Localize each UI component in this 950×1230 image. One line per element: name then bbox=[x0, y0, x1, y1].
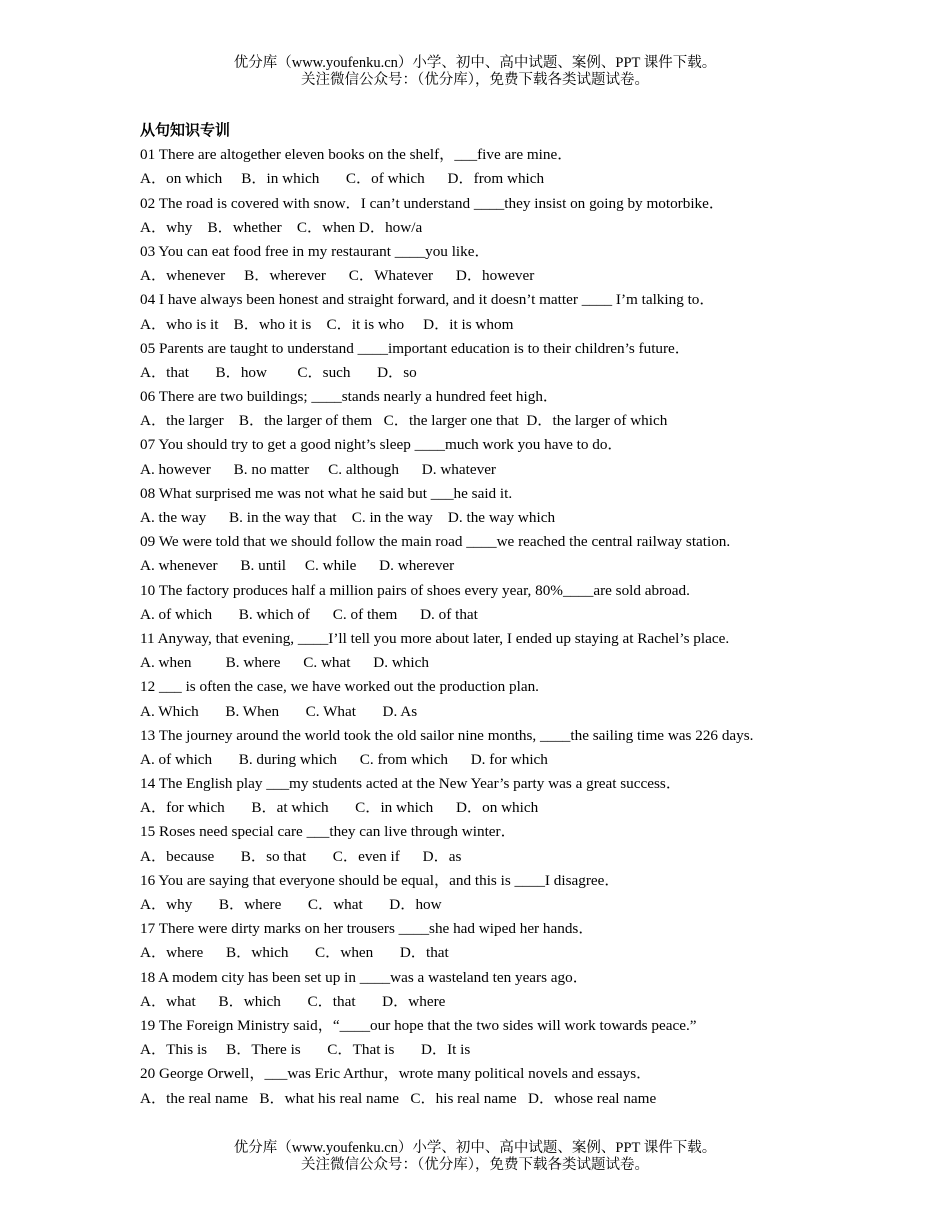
question-block bbox=[140, 482, 830, 530]
answer-options: A．why B．where C．what D．how bbox=[140, 896, 442, 913]
question-block bbox=[140, 724, 830, 772]
question-stem: 08 What surprised me was not what he said but ___he said it. bbox=[140, 484, 513, 502]
answer-options: A．what B．which C．that D．where bbox=[140, 992, 446, 1010]
question-stem: 09 We were told that we should follow the main road ____we reached the central railway station. bbox=[140, 533, 731, 551]
question-block bbox=[140, 869, 830, 917]
question-stem: 07 You should try to get a good night’s sleep ____much work you have to do． bbox=[140, 436, 623, 454]
question-block bbox=[140, 288, 830, 336]
question-stem: 19 The Foreign Ministry said，“____our hope that the two sides will work towards peace.” bbox=[140, 1016, 697, 1034]
question-stem: 17 There were dirty marks on her trousers ____she had wiped her hands． bbox=[140, 920, 594, 938]
question-stem: 01 There are altogether eleven books on the shelf，___five are mine． bbox=[140, 146, 573, 164]
answer-options: A．whenever B．wherever C．Whatever D．however bbox=[140, 267, 535, 285]
question-stem: 10 The factory produces half a million pairs of shoes every year, 80%____are sold abroad. bbox=[140, 581, 690, 599]
answer-options: A．the real name B．what his real name C．his real name D．whose real name bbox=[140, 1089, 657, 1107]
answer-options: A. Which B. When C. What D. As bbox=[140, 702, 418, 720]
footer-line-1: 优分库（www.youfenku.cn）小学、初中、高中试题、案例、PPT 课件下载。 bbox=[233, 1140, 717, 1156]
question-block bbox=[140, 192, 830, 240]
question-stem: 18 A modem city has been set up in ____was a wasteland ten years ago． bbox=[140, 968, 588, 986]
answer-options: A．who is it B．who it is C．it is who D．it is whom bbox=[140, 315, 514, 333]
page-header bbox=[0, 55, 950, 89]
answer-options: A．where B．which C．when D．that bbox=[140, 944, 449, 962]
question-stem: 06 There are two buildings; ____stands nearly a hundred feet high． bbox=[140, 388, 559, 406]
header-line-1: 优分库（www.youfenku.cn）小学、初中、高中试题、案例、PPT 课件下载。 bbox=[233, 55, 717, 71]
question-stem: 02 The road is covered with snow．I can’t understand ____they insist on going by motorbike． bbox=[140, 194, 725, 212]
page-footer bbox=[0, 1140, 950, 1174]
answer-options: A. the way B. in the way that C. in the way D. the way which bbox=[140, 509, 556, 526]
question-stem: 05 Parents are taught to understand ____important education is to their children’s future． bbox=[140, 339, 690, 357]
answer-options: A．for which B．at which C．in which D．on which bbox=[140, 799, 539, 817]
answer-options: A．This is B．There is C．That is D．It is bbox=[140, 1041, 471, 1059]
question-block bbox=[140, 1014, 830, 1062]
document-title: 从句知识专训 bbox=[140, 123, 231, 139]
question-block bbox=[140, 530, 830, 578]
header-line-2: 关注微信公众号：（优分库），免费下载各类试题试卷。 bbox=[301, 72, 649, 88]
question-stem: 11 Anyway, that evening, ____I’ll tell you more about later, I ended up staying at Rachel’s place. bbox=[140, 629, 730, 647]
question-stem: 20 George Orwell，___was Eric Arthur，wrote many political novels and essays． bbox=[140, 1065, 652, 1083]
question-block bbox=[140, 675, 830, 723]
question-block bbox=[140, 820, 830, 868]
question-block bbox=[140, 433, 830, 481]
answer-options: A．that B．how C．such D．so bbox=[140, 363, 417, 381]
answer-options: A. when B. where C. what D. which bbox=[140, 654, 429, 672]
answer-options: A. of which B. which of C. of them D. of that bbox=[140, 605, 478, 623]
question-block bbox=[140, 240, 830, 288]
question-stem: 04 I have always been honest and straight forward, and it doesn’t matter ____ I’m talking to． bbox=[140, 291, 715, 309]
question-stem: 13 The journey around the world took the old sailor nine months, ____the sailing time was 226 days. bbox=[140, 726, 754, 744]
answer-options: A．why B．whether C．when D．how/a bbox=[140, 218, 423, 236]
question-block bbox=[140, 917, 830, 965]
answer-options: A. whenever B. until C. while D. wherever bbox=[140, 557, 455, 575]
question-block bbox=[140, 772, 830, 820]
question-block bbox=[140, 143, 830, 191]
question-block bbox=[140, 1062, 830, 1110]
question-stem: 16 You are saying that everyone should be equal，and this is ____I disagree． bbox=[140, 871, 620, 889]
footer-line-2: 关注微信公众号：（优分库），免费下载各类试题试卷。 bbox=[301, 1157, 649, 1173]
question-block bbox=[140, 627, 830, 675]
answer-options: A．because B．so that C．even if D．as bbox=[140, 847, 462, 865]
question-block bbox=[140, 579, 830, 627]
document-body bbox=[140, 119, 830, 1111]
answer-options: A．on which B．in which C．of which D．from which bbox=[140, 170, 545, 188]
question-block bbox=[140, 337, 830, 385]
question-stem: 15 Roses need special care ___they can live through winter． bbox=[140, 823, 516, 841]
question-block bbox=[140, 385, 830, 433]
answer-options: A．the larger B．the larger of them C．the larger one that D．the larger of which bbox=[140, 412, 668, 430]
answer-options: A. of which B. during which C. from which D. for which bbox=[140, 750, 548, 768]
question-stem: 14 The English play ___my students acted at the New Year’s party was a great success． bbox=[140, 775, 682, 793]
question-stem: 12 ___ is often the case, we have worked out the production plan. bbox=[140, 678, 539, 696]
question-stem: 03 You can eat food free in my restaurant ____you like． bbox=[140, 242, 490, 260]
answer-options: A. however B. no matter C. although D. whatever bbox=[140, 460, 496, 478]
question-block bbox=[140, 966, 830, 1014]
